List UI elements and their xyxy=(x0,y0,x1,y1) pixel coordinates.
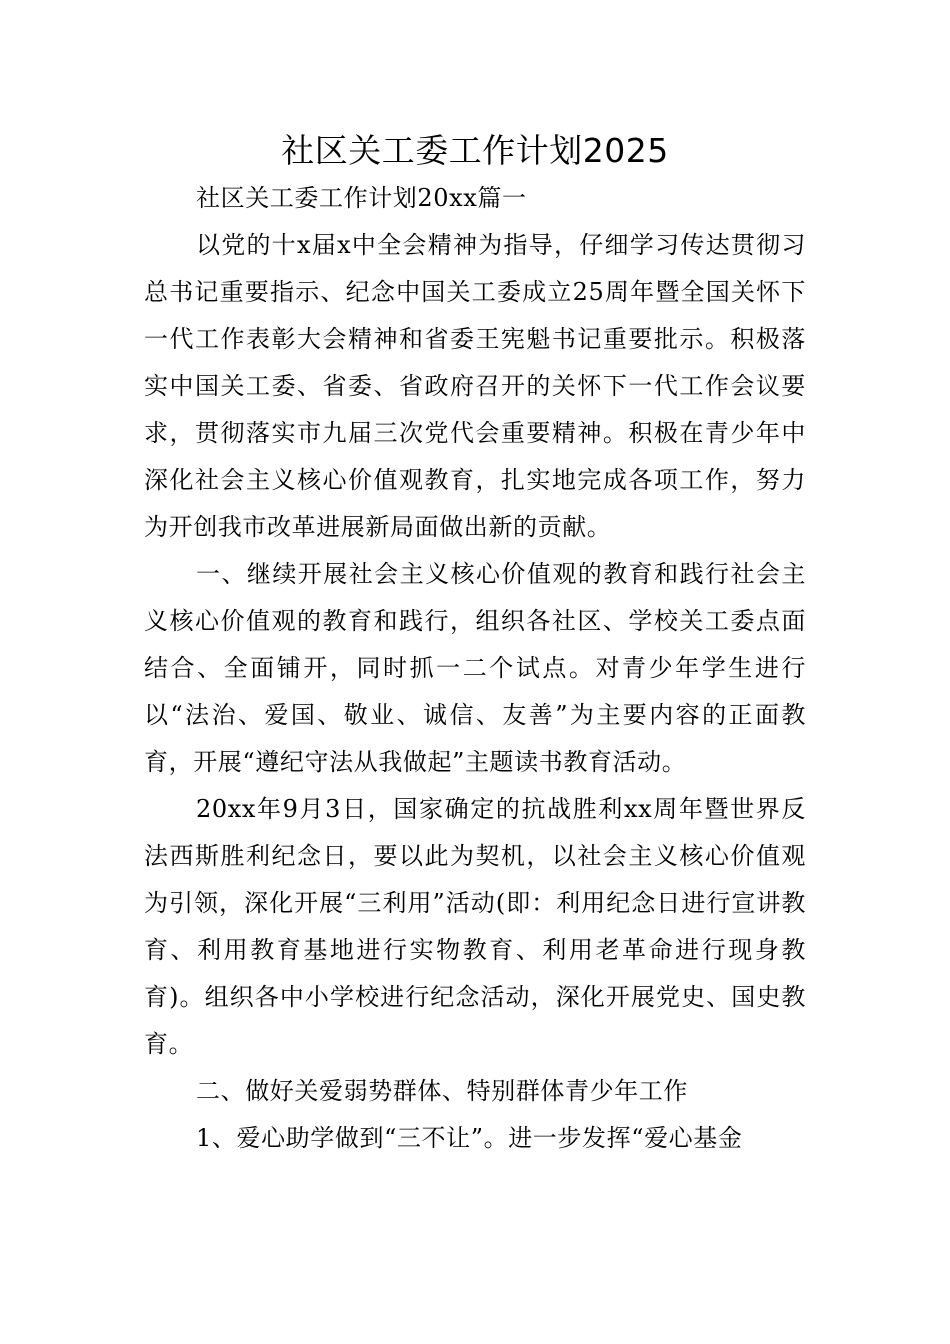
paragraph-sub-item-one: 1、爱心助学做到“三不让”。进一步发挥“爱心基金 xyxy=(196,1124,743,1152)
section-heading: 社区关工委工作计划20xx篇一 xyxy=(196,184,527,212)
paragraph-intro: 以党的十x届x中全会精神为指导，仔细学习传达贯彻习总书记重要指示、纪念中国关工委成立25周年暨全国关怀下一代工作表彰大会精神和省委王宪魁书记重要批示。积极落实中国关工委、省委、省政府召开的关怀下一代工作会议要求，贯彻落实市九届三次党代会重要精神。积极在青少年中深化社会主义核心价值观教育，扎实地完成各项工作，努力为开创我市改革进展新局面做出新的贡献。 xyxy=(144,231,806,541)
paragraph-item-two-heading: 二、做好关爱弱势群体、特别群体青少年工作 xyxy=(196,1077,688,1105)
document-title: 社区关工委工作计划2025 xyxy=(281,131,669,170)
paragraph-anniversary: 20xx年9月3日，国家确定的抗战胜利xx周年暨世界反法西斯胜利纪念日，要以此为契机，以社会主义核心价值观为引领，深化开展“三利用”活动(即：利用纪念日进行宣讲教育、利用教育基地进行实物教育、利用老革命进行现身教育)。组织各中小学校进行纪念活动，深化开展党史、国史教育。 xyxy=(144,795,806,1058)
document-body xyxy=(144,175,806,1162)
paragraph-item-one: 一、继续开展社会主义核心价值观的教育和践行社会主义核心价值观的教育和践行，组织各社区、学校关工委点面结合、全面铺开，同时抓一二个试点。对青少年学生进行以“法治、爱国、敬业、诚信、友善”为主要内容的正面教育，开展“遵纪守法从我做起”主题读书教育活动。 xyxy=(144,560,806,776)
